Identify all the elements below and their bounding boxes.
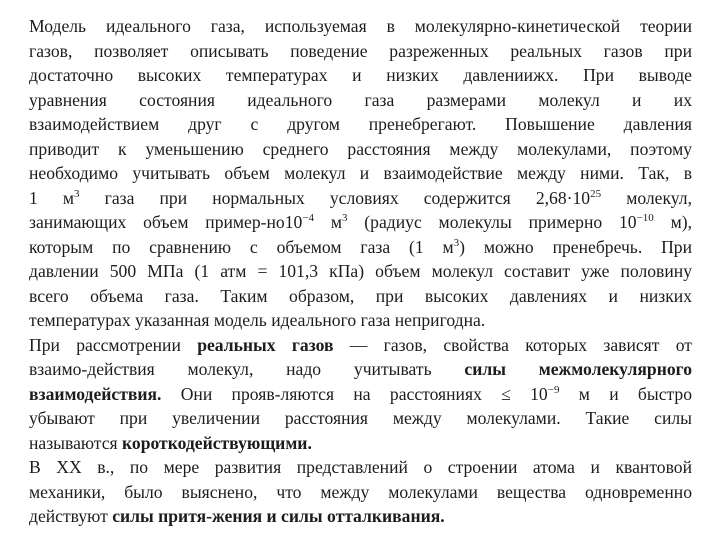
superscript-text: 25 <box>590 187 602 200</box>
paragraph <box>29 455 692 529</box>
text-line <box>29 14 692 39</box>
text-line <box>29 137 692 162</box>
superscript-text: −4 <box>302 212 315 224</box>
text-run: взаимодействием друг с другом пренебрегают. Повышение давления <box>29 114 692 134</box>
text-run: всего объема газа. Таким образом, при высоких давлениях и низких <box>29 285 692 306</box>
superscript-text: −9 <box>547 383 560 396</box>
text-run: (радиус молекулы примерно 10 <box>347 212 637 232</box>
text-run: м <box>314 212 342 232</box>
bold-text: реальных газов <box>197 334 334 355</box>
superscript-text: 3 <box>74 187 80 200</box>
text-run: давлении 500 МПа (1 атм = 101,3 кПа) объем молекул составит уже половину <box>29 261 692 281</box>
text-run: температурах указанная модель идеального газа непригодна. <box>29 310 486 330</box>
text-run: занимающих объем пример-но10 <box>29 212 303 232</box>
text-line <box>29 333 692 358</box>
superscript-text: 3 <box>342 212 348 224</box>
text-line <box>29 235 692 260</box>
text-run: При рассмотрении <box>29 334 198 355</box>
text-line <box>29 63 692 88</box>
text-run: убывают при увеличении расстояния между молекулами. Такие силы <box>29 408 692 428</box>
text-run: газа при нормальных условиях содержится 2,68·10 <box>79 187 591 208</box>
paragraph <box>29 14 692 333</box>
text-run: газов, позволяет описывать поведение разреженных реальных газов при <box>29 40 692 61</box>
bold-text: силы притя-жения и силы отталкивания. <box>112 506 445 526</box>
bold-text: силы межмолекулярного <box>464 359 693 379</box>
text-run: м), <box>653 212 692 232</box>
text-run: которым по сравнению с объемом газа (1 м <box>29 236 454 257</box>
text-line <box>29 112 692 137</box>
text-run: Они прояв-ляются на расстояниях ≤ 10 <box>161 383 548 404</box>
text-line <box>29 480 692 505</box>
text-run: механики, было выяснено, что между молекулами вещества одновременно <box>29 481 692 502</box>
paragraph <box>29 333 692 456</box>
text-run: В XX в., по мере развития представлений о строении атома и квантовой <box>29 457 692 477</box>
text-line <box>29 210 692 235</box>
text-run: — газов, свойства которых зависят от <box>333 334 692 355</box>
text-line <box>29 357 692 382</box>
bold-text: взаимодействия. <box>29 383 162 404</box>
text-run: 1 м <box>29 187 75 208</box>
text-line <box>29 88 692 113</box>
text-line <box>29 39 692 64</box>
text-run: уравнения состояния идеального газа размерами молекул и их <box>29 89 692 110</box>
text-line <box>29 186 692 211</box>
text-line <box>29 308 692 333</box>
text-line <box>29 161 692 186</box>
superscript-text: 3 <box>453 236 460 249</box>
text-run: действуют <box>29 506 113 526</box>
text-line <box>29 259 692 284</box>
text-run: Модель идеального газа, используемая в молекулярно-кинетической теории <box>29 16 692 36</box>
superscript-text: −10 <box>636 212 654 224</box>
document-body <box>29 14 692 529</box>
text-line <box>29 431 692 456</box>
text-line <box>29 382 692 407</box>
text-run: достаточно высоких температурах и низких давлениижх. При выводе <box>29 65 692 85</box>
text-line <box>29 406 692 431</box>
text-run: приводит к уменьшению среднего расстояния между молекулами, поэтому <box>29 138 692 159</box>
text-line <box>29 284 692 309</box>
text-line <box>29 504 692 529</box>
text-run: ) можно пренебречь. При <box>459 236 692 257</box>
text-run: необходимо учитывать объем молекул и взаимодействие между ними. Так, в <box>29 163 692 183</box>
bold-text: короткодействующими. <box>122 432 312 453</box>
text-run: называются <box>29 432 122 453</box>
text-run: молекул, <box>601 187 692 208</box>
text-run: взаимо-действия молекул, надо учитывать <box>29 359 465 379</box>
text-run: м и быстро <box>559 383 692 404</box>
text-line <box>29 455 692 480</box>
